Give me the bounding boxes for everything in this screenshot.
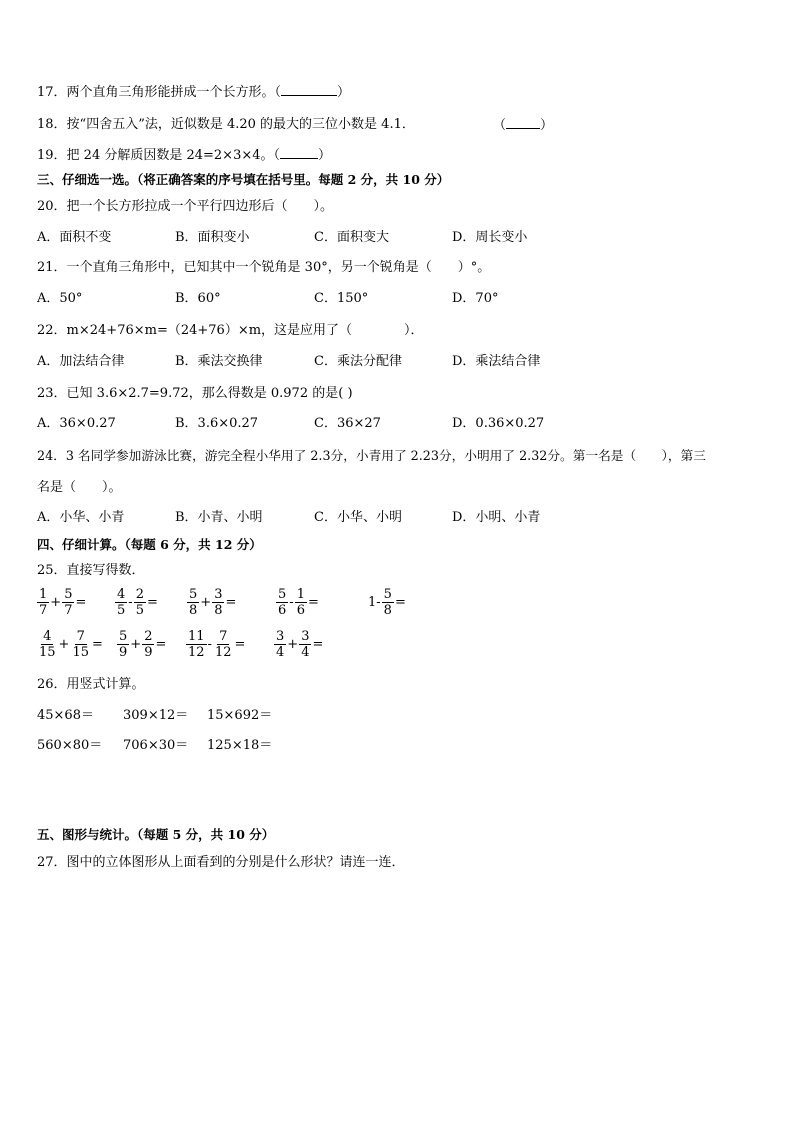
vertical-calc-item: 15×692＝ <box>207 708 273 723</box>
fraction: $\frac{5}{6}$ <box>278 587 287 618</box>
fraction-expression: $\frac{4}{15}$ + $\frac{7}{15}$ = <box>39 629 103 660</box>
fraction: $\frac{4}{15}$ <box>39 629 56 660</box>
fraction-expression: $\frac{3}{4}$ + $\frac{3}{4}$ = <box>276 629 324 660</box>
question-23-stem: 23．已知 3.6×2.7=9.72，那么得数是 0.972 的是( ) <box>37 386 353 401</box>
question-21-stem: 21．一个直角三角形中，已知其中一个锐角是 30°，另一个锐角是（ ）°。 <box>37 260 491 275</box>
option-a[interactable]: A．36×0.27 <box>37 416 116 431</box>
paren-close: ） <box>337 85 351 100</box>
fraction-expression: 1- $\frac{5}{8}$ = <box>368 587 406 618</box>
option-c[interactable]: C．150° <box>314 291 369 306</box>
fraction: $\frac{2}{5}$ <box>135 587 144 618</box>
option-a[interactable]: A．50° <box>37 291 83 306</box>
fraction: $\frac{3}{4}$ <box>276 629 285 660</box>
option-c[interactable]: C．面积变大 <box>314 230 389 245</box>
option-b[interactable]: B．乘法交换律 <box>175 354 263 369</box>
option-a[interactable]: A．面积不变 <box>37 230 112 245</box>
option-c[interactable]: C．36×27 <box>314 416 381 431</box>
fraction-expression: $\frac{1}{7}$ + $\frac{5}{7}$ = <box>39 587 87 618</box>
option-d[interactable]: D．0.36×0.27 <box>452 416 545 431</box>
option-b[interactable]: B．60° <box>175 291 221 306</box>
question-17 <box>37 83 350 102</box>
option-a[interactable]: A．加法结合律 <box>37 354 125 369</box>
section-4-title: 四、仔细计算。（每题 6 分，共 12 分） <box>37 537 262 552</box>
vertical-calc-item: 706×30＝ <box>123 738 189 753</box>
option-d[interactable]: D．小明、小青 <box>452 510 541 525</box>
question-25-stem: 25．直接写得数． <box>37 563 145 578</box>
question-24-stem-line2: 名是（ ）。 <box>37 480 122 495</box>
section-3-title: 三、仔细选一选。（将正确答案的序号填在括号里。每题 2 分，共 10 分） <box>37 172 450 187</box>
fraction: $\frac{7}{15}$ <box>72 629 89 660</box>
option-c[interactable]: C．小华、小明 <box>314 510 402 525</box>
question-17-text: 17．两个直角三角形能拼成一个长方形。（ <box>37 85 282 100</box>
fraction-expression: $\frac{5}{6}$ - $\frac{1}{6}$ = <box>278 587 319 618</box>
paren-close: ） <box>540 118 554 133</box>
option-c[interactable]: C．乘法分配律 <box>314 354 402 369</box>
question-20-stem: 20．把一个长方形拉成一个平行四边形后（ ）。 <box>37 199 334 214</box>
question-18-text: 18．按“四舍五入”法，近似数是 4.20 的最大的三位小数是 4.1． <box>37 117 415 132</box>
vertical-calc-item: 560×80＝ <box>37 738 103 753</box>
option-b[interactable]: B．3.6×0.27 <box>175 416 259 431</box>
question-27-stem: 27．图中的立体图形从上面看到的分别是什么形状？请连一连． <box>37 855 405 870</box>
fraction: $\frac{3}{4}$ <box>301 629 310 660</box>
option-d[interactable]: D．周长变小 <box>452 230 528 245</box>
fraction: $\frac{2}{9}$ <box>144 629 153 660</box>
option-a[interactable]: A．小华、小青 <box>37 510 125 525</box>
fraction-expression: $\frac{11}{12}$ - $\frac{7}{12}$ = <box>188 629 246 660</box>
section-5-title: 五、图形与统计。（每题 5 分，共 10 分） <box>37 827 275 842</box>
fraction: $\frac{3}{8}$ <box>214 587 223 618</box>
fraction: $\frac{4}{5}$ <box>117 587 126 618</box>
fraction: $\frac{1}{7}$ <box>39 587 48 618</box>
question-18 <box>37 116 415 134</box>
answer-blank[interactable] <box>281 83 337 96</box>
fraction-expression: $\frac{5}{9}$ + $\frac{2}{9}$ = <box>119 629 167 660</box>
question-24-stem-line1: 24．3 名同学参加游泳比赛，游完全程小华用了 2.3分，小青用了 2.23分，小明用了 2.32分。第一名是（ ），第三 <box>37 448 706 463</box>
vertical-calc-item: 309×12＝ <box>123 708 189 723</box>
fraction: $\frac{7}{12}$ <box>214 629 232 660</box>
option-d[interactable]: D．乘法结合律 <box>452 354 541 369</box>
fraction: $\frac{1}{6}$ <box>296 587 305 618</box>
paren-close: ） <box>318 148 332 163</box>
question-19 <box>37 146 331 165</box>
question-26-stem: 26．用竖式计算。 <box>37 677 145 692</box>
option-d[interactable]: D．70° <box>452 291 499 306</box>
fraction: $\frac{5}{8}$ <box>189 587 198 618</box>
paren-open: （ <box>493 118 507 133</box>
answer-blank[interactable] <box>280 146 318 159</box>
fraction: $\frac{5}{7}$ <box>64 587 73 618</box>
option-b[interactable]: B．面积变小 <box>175 230 250 245</box>
question-18-answer <box>493 116 553 135</box>
question-19-text: 19．把 24 分解质因数是 24=2×3×4。（ <box>37 148 281 163</box>
fraction: $\frac{11}{12}$ <box>188 629 205 660</box>
fraction: $\frac{5}{8}$ <box>383 587 392 618</box>
fraction-expression: $\frac{4}{5}$ - $\frac{2}{5}$ = <box>117 587 158 618</box>
fraction: $\frac{5}{9}$ <box>119 629 128 660</box>
question-22-stem: 22．m×24+76×m=（24+76）×m，这是应用了（ ）． <box>37 323 424 338</box>
answer-blank[interactable] <box>506 116 540 129</box>
option-b[interactable]: B．小青、小明 <box>175 510 263 525</box>
vertical-calc-item: 45×68＝ <box>37 708 94 723</box>
fraction-expression: $\frac{5}{8}$ + $\frac{3}{8}$ = <box>189 587 237 618</box>
vertical-calc-item: 125×18＝ <box>207 738 273 753</box>
